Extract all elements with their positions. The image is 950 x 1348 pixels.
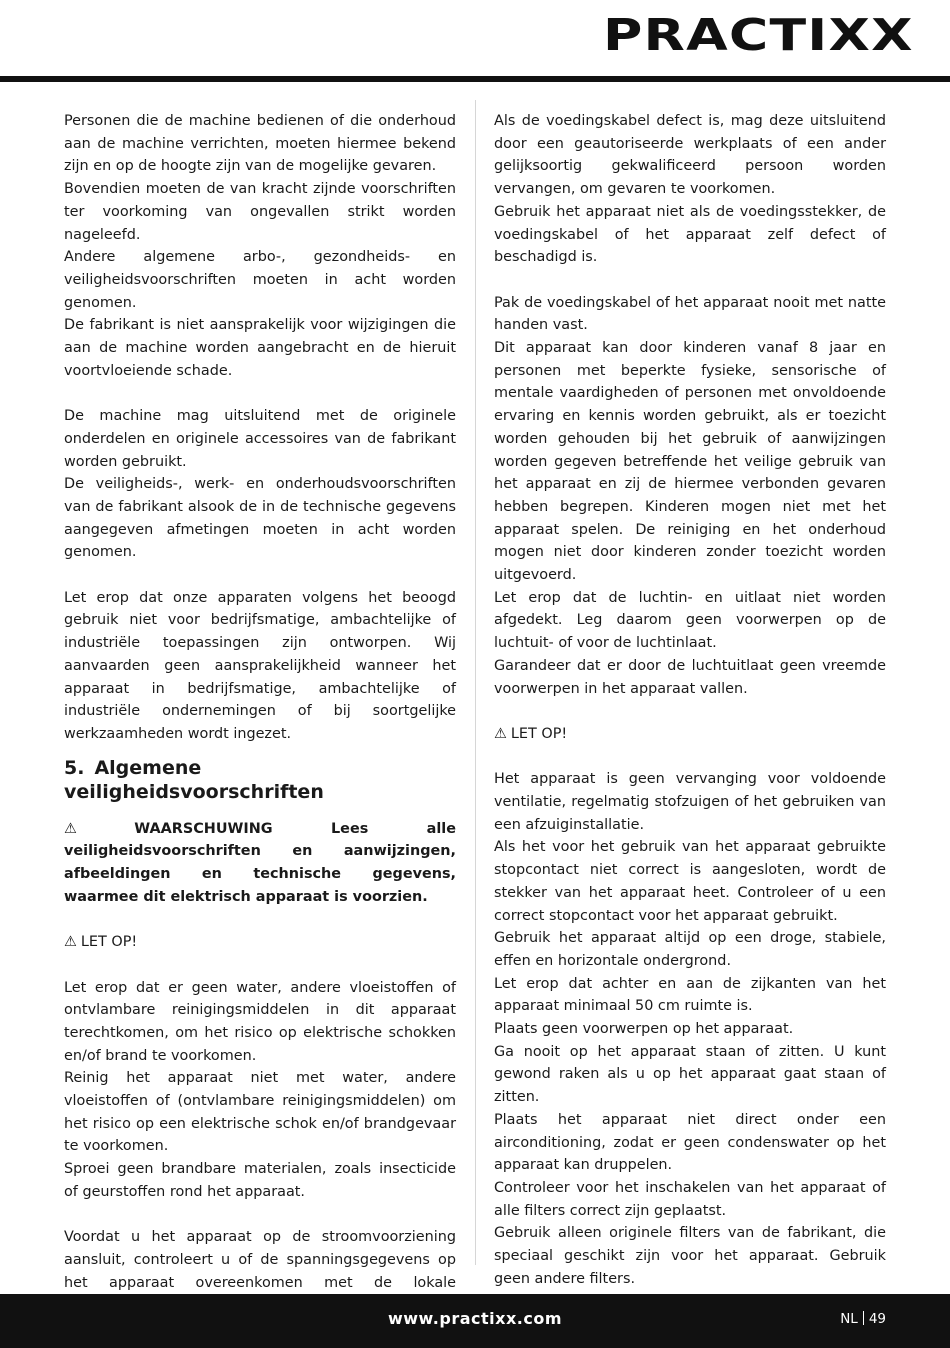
paragraph: Gebruik het apparaat niet als de voedingsstekker, de voedingskabel of het apparaat zelf defect of beschadigd is.: [494, 203, 886, 266]
page-number: 49: [868, 1311, 886, 1327]
paragraph: Gebruik alleen originele filters van de fabrikant, die speciaal geschikt zijn voor het apparaat. Gebruik geen andere filters.: [494, 1225, 886, 1287]
separator: [863, 1311, 864, 1325]
practixx-logo: PRACTIXX: [603, 10, 914, 61]
caution-text: LET OP!: [510, 725, 568, 742]
paragraph: Plaats het apparaat niet direct onder een airconditioning, zodat er geen condenswater op het apparaat kan druppelen.: [494, 1111, 886, 1174]
caution-label: [64, 931, 456, 954]
paragraph: Garandeer dat er door de luchtuitlaat geen vreemde voorwerpen in het apparaat vallen.: [494, 657, 886, 697]
paragraph: Als de voedingskabel defect is, mag deze uitsluitend door een geautoriseerde werkplaats of een ander gelijksoortig gekwalificeerd persoon worden vervangen, om gevaren te voorkomen.: [494, 113, 886, 198]
website-link[interactable]: www.practixx.com: [387, 1309, 563, 1328]
paragraph: Voordat u het apparaat op de stroomvoorziening aansluit, controleert u of de spanningsgegevens op het apparaat overeenkomen met de lokale: [64, 1229, 456, 1291]
paragraph: Het apparaat is geen vervanging voor voldoende ventilatie, regelmatig stofzuigen of het gebruiken van een afzuiginstallatie.: [494, 771, 886, 833]
paragraph: Controleer voor het inschakelen van het apparaat of alle filters correct zijn geplaatst.: [494, 1180, 886, 1219]
warning-text: WAARSCHUWING Lees alle veiligheidsvoorschriften en aanwijzingen, afbeeldingen en technische gegevens, waarmee dit elektrisch apparaat is voorzien.: [64, 820, 456, 905]
right-column: [494, 110, 886, 1291]
header-rule: [0, 76, 950, 82]
page-indicator: [840, 1311, 886, 1327]
paragraph: Gebruik het apparaat altijd op een droge, stabiele, effen en horizontale ondergrond.: [494, 930, 886, 969]
paragraph: Let erop dat er geen water, andere vloeistoffen of ontvlambare reinigingsmiddelen in dit apparaat terechtkomen, om het risico op elektrische schokken en/of brand te voorkomen.: [64, 979, 456, 1064]
paragraph: Personen die de machine bedienen of die onderhoud aan de machine verrichten, moeten hiermee bekend zijn en op de hoogte zijn van de mogelijke gevaren.: [64, 113, 456, 175]
section-heading: [64, 756, 456, 804]
footer-bar: [0, 1294, 950, 1348]
paragraph: Bovendien moeten de van kracht zijnde voorschriften ter voorkoming van ongevallen strikt worden nageleefd.: [64, 181, 456, 243]
warning-triangle-icon: ⚠: [64, 934, 77, 951]
paragraph: Let erop dat achter en aan de zijkanten van het apparaat minimaal 50 cm ruimte is.: [494, 975, 886, 1015]
paragraph: Let erop dat onze apparaten volgens het beoogd gebruik niet voor bedrijfsmatige, ambachtelijke of industriële toepassingen zijn ontworpen. Wij aanvaarden geen aansprakelijkheid wanneer het apparaat in bedrijfsmatige, ambachtelijke of industriële ondernemingen of bij soortgelijke werkzaamheden wordt ingezet.: [64, 589, 456, 742]
warning-triangle-icon: ⚠: [494, 725, 507, 742]
paragraph: Andere algemene arbo-, gezondheids- en veiligheidsvoorschriften moeten in acht worden genomen.: [64, 249, 456, 311]
language-code: NL: [840, 1311, 858, 1327]
paragraph: Reinig het apparaat niet met water, andere vloeistoffen of (ontvlambare reinigingsmiddelen) om het risico op een elektrische schok en/of brandgevaar te voorkomen.: [64, 1070, 456, 1155]
warning-triangle-icon: ⚠: [64, 820, 131, 837]
caution-text: LET OP!: [80, 934, 138, 951]
left-column: [64, 110, 456, 1317]
column-divider: [475, 100, 476, 1265]
section-number: 5.: [64, 756, 85, 779]
paragraph: Sproei geen brandbare materialen, zoals insecticide of geurstoffen rond het apparaat.: [64, 1161, 456, 1200]
paragraph: Let erop dat de luchtin- en uitlaat niet worden afgedekt. Leg daarom geen voorwerpen op de luchtuit- of voor de luchtinlaat.: [494, 589, 886, 652]
caution-label: [494, 723, 886, 746]
paragraph: Dit apparaat kan door kinderen vanaf 8 jaar en personen met beperkte fysieke, sensorische of mentale vaardigheden of personen met onvoldoende ervaring en kennis worden gebruikt, als er toezicht worden gehouden bij het gebruik of aanwijzingen worden gegeven betreffende het veilige gebruik van het apparaat en zij de hiermee verbonden gevaren hebben begrepen. Kinderen mogen niet met het apparaat spelen. De reiniging en het onderhoud mogen niet door kinderen zonder toezicht worden uitgevoerd.: [494, 340, 886, 584]
paragraph: De machine mag uitsluitend met de originele onderdelen en originele accessoires van de fabrikant worden gebruikt.: [64, 408, 456, 470]
paragraph: Als het voor het gebruik van het apparaat gebruikte stopcontact niet correct is aangesloten, wordt de stekker van het apparaat heet. Controleer of u een correct stopcontact voor het apparaat gebruikt.: [494, 839, 886, 924]
paragraph: De fabrikant is niet aansprakelijk voor wijzigingen die aan de machine worden aangebracht en de hieruit voortvloeiende schade.: [64, 317, 456, 379]
paragraph: Plaats geen voorwerpen op het apparaat.: [494, 1021, 794, 1038]
paragraph: Pak de voedingskabel of het apparaat nooit met natte handen vast.: [494, 294, 886, 334]
paragraph: Ga nooit op het apparaat staan of zitten. U kunt gewond raken als u op het apparaat gaat staan of zitten.: [494, 1043, 886, 1106]
paragraph: De veiligheids-, werk- en onderhoudsvoorschriften van de fabrikant alsook de in de technische gegevens aangegeven afmetingen moeten in acht worden genomen.: [64, 476, 456, 561]
section-title: Algemene veiligheidsvoorschriften: [64, 756, 324, 803]
warning-paragraph: [64, 818, 456, 909]
